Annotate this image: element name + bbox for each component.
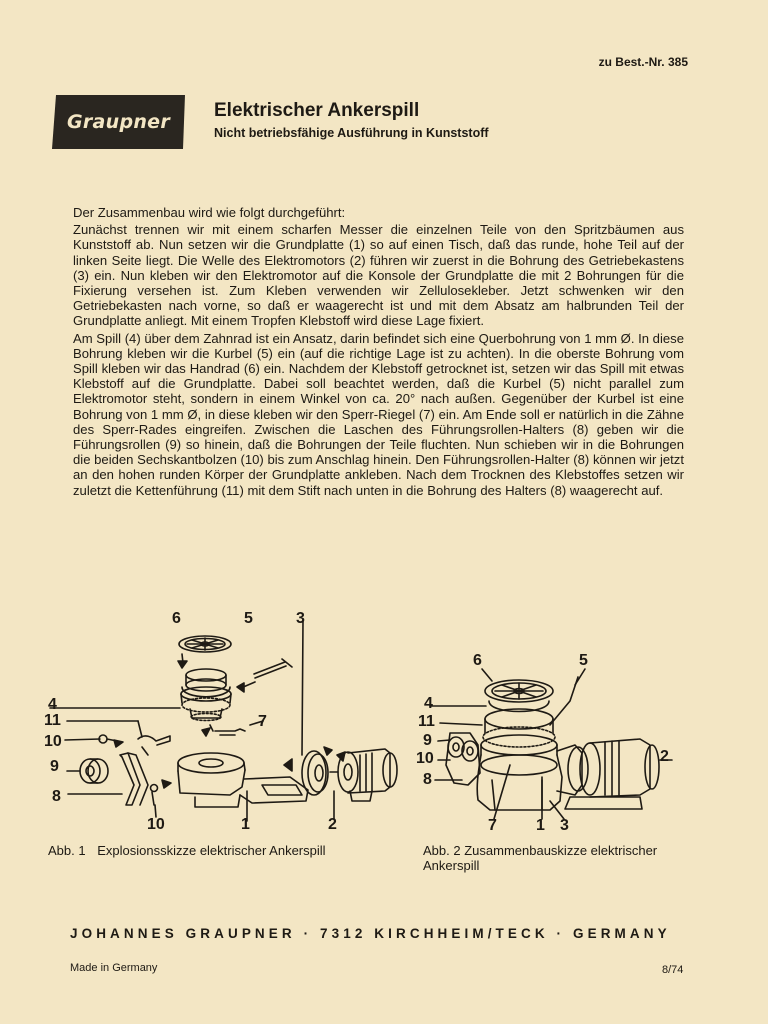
fig1-callout-8: 8 [52,788,61,805]
paragraph-capstan-assembly: Am Spill (4) über dem Zahnrad ist ein Ansatz, darin befindet sich eine Querbohrung von 1 mm Ø. In diese Bohrung kleben wir die Kurbel (5) ein (auf die richtige Lage ist zu achten). In die oberste Bohrung vom Spill kleben wir das Handrad (6) ein. Nachdem der Klebstoff getrocknet ist, setzen wir das Spill mit etwas Klebstoff auf die Grundplatte. Dabei soll beachtet werden, daß die Kurbel (5) nicht parallel zum Elektromotor steht, sondern in einem Winkel von ca. 20° nach außen. Gegenüber der Kurbel ist eine Bohrung von 1 mm Ø, in diese kleben wir den Sperr-Riegel (7) ein. Am Ende soll er natürlich in die Zähne des Sperr-Rades eingreifen. Zwischen die Laschen des Führungsrollen-Halters (8) geben wir die Führungsrollen (9) so hinein, daß die Bohrungen der Teile fluchten. Nun schieben wir in die Bohrungen die beiden Sechskantbolzen (10) bis zum Anschlag hinein. Den Führungsrollen-Halter (8) können wir jetzt an den hohen runden Körper der Grundplatte ankleben. Nach dem Trocknen des Klebstoffes setzen wir zuletzt die Kettenführung (11) mit dem Stift nach unten in die Bohrung des Halters (8) waagerecht auf. [73,330,684,498]
fig1-callout-9: 9 [50,758,59,775]
figure2-caption-text: Zusammenbauskizze elektrischer Ankerspill [423,843,658,873]
assembly-instructions [73,205,684,500]
fig1-callout-3: 3 [296,610,305,627]
fig1-callout-2: 2 [328,816,337,833]
fig1-callout-4: 4 [48,696,57,713]
fig1-callout-7: 7 [258,713,267,730]
fig1-callout-6: 6 [172,610,181,627]
fig2-callout-3: 3 [560,817,569,834]
figure-drawings [30,605,730,835]
order-number-reference: zu Best.-Nr. 385 [598,55,688,69]
fig2-callout-8: 8 [423,771,432,788]
figure1-caption [48,843,326,858]
graupner-logo [52,95,185,149]
figure2-caption [423,843,663,873]
fig2-callout-7: 7 [488,817,497,834]
intro-line: Der Zusammenbau wird wie folgt durchgeführt: [73,205,346,220]
fig1-callout-1: 1 [241,816,250,833]
assembled-view-drawing [430,669,672,819]
fig1-callout-10: 10 [44,733,62,750]
fig1-callout-10b: 10 [147,816,165,833]
print-date: 8/74 [662,964,684,976]
figure1-caption-number: Abb. 1 [48,843,86,858]
logo-wordmark: Graupner [66,111,171,133]
fig2-callout-4: 4 [424,695,433,712]
figure1-caption-text: Explosionsskizze elektrischer Ankerspill [97,843,326,858]
fig2-callout-11: 11 [418,713,435,730]
exploded-view-drawing [50,621,397,821]
fig2-callout-9: 9 [423,732,432,749]
fig1-callout-5: 5 [244,610,253,627]
made-in-label: Made in Germany [70,962,158,974]
fig2-callout-2: 2 [660,748,669,765]
fig2-callout-1: 1 [536,817,545,834]
fig2-callout-5: 5 [579,652,588,669]
figures-area [30,605,730,835]
document-subtitle: Nicht betriebsfähige Ausführung in Kunststoff [214,126,489,140]
fig2-callout-6: 6 [473,652,482,669]
document-title: Elektrischer Ankerspill [214,100,420,121]
figure2-caption-number: Abb. 2 [423,843,461,858]
paragraph-base-assembly: Zunächst trennen wir mit einem scharfen Messer die einzelnen Teile von den Spritzbäumen aus Kunststoff ab. Nun setzen wir die Grundplatte (1) so auf einen Tisch, daß das runde, hohe Teil auf der linken Seite liegt. Die Welle des Elektromotors (2) führen wir zuerst in die Bohrung des Getriebekastens (3) ein. Nun kleben wir den Elektromotor auf die Konsole der Grundplatte die mit 2 Bohrungen für die Fixierung versehen ist. Zum Kleben verwenden wir Zellulosekleber. Jetzt schwenken wir den Getriebekasten nach vorne, so daß er waagerecht ist und mit dem Absatz am halbrunden Teil der Grundplatte anliegt. Mit einem Tropfen Klebstoff wird diese Lage fixiert. [73,222,684,329]
fig2-callout-10: 10 [416,750,434,767]
fig1-callout-11: 11 [44,712,61,729]
company-address: JOHANNES GRAUPNER · 7312 KIRCHHEIM/TECK · GERMANY [70,926,671,941]
